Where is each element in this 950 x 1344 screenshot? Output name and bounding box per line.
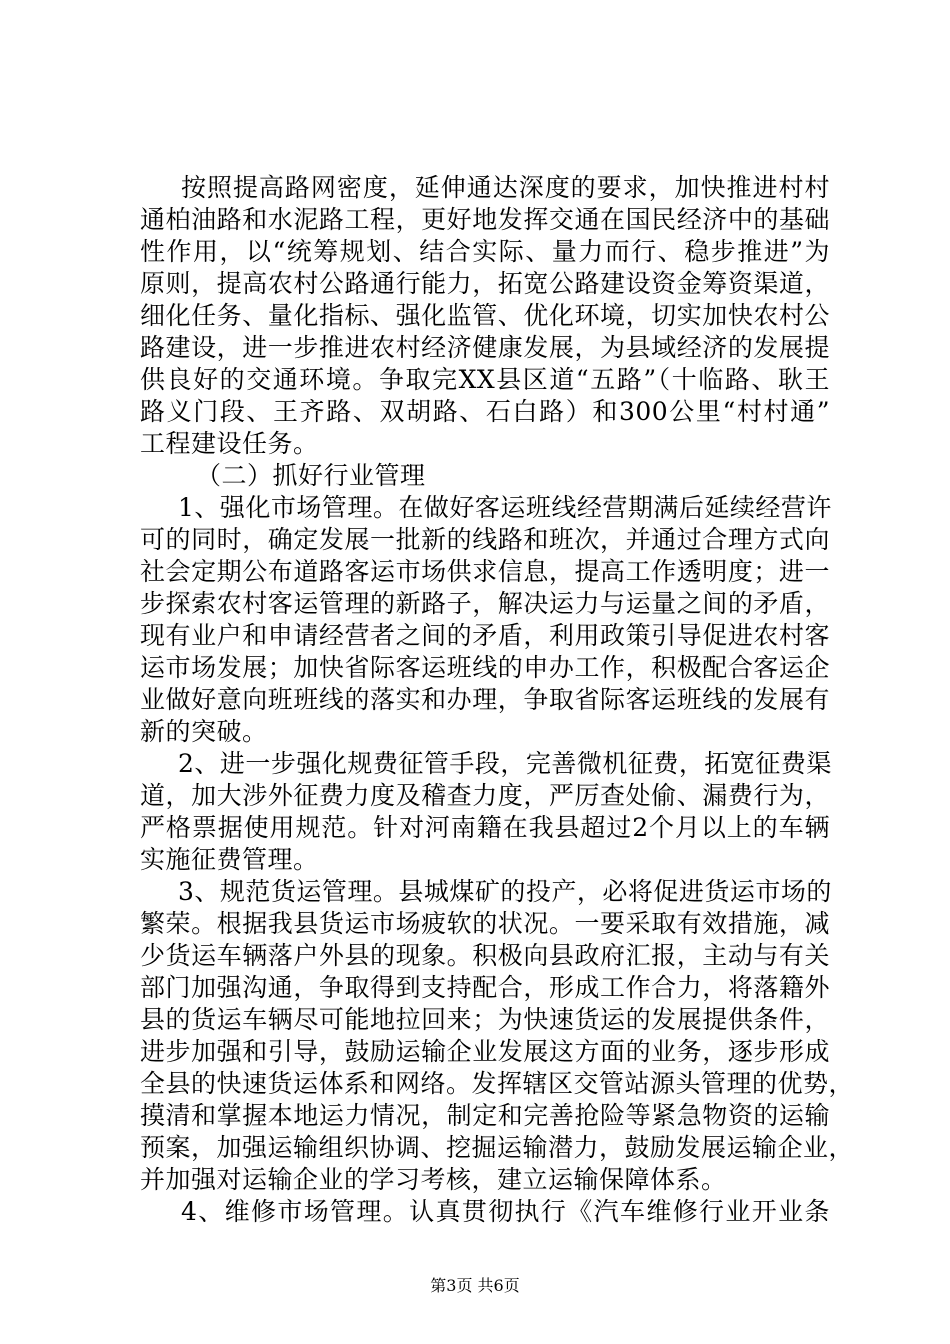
paragraph-line: 现有业户和申请经营者之间的矛盾，利用政策引导促进农村客 — [140, 621, 830, 650]
paragraph-line: 运市场发展；加快省际客运班线的申办工作，积极配合客运企 — [140, 653, 830, 682]
body-text — [140, 172, 855, 1228]
paragraph-line: 原则，提高农村公路通行能力，拓宽公路建设资金筹资渠道， — [140, 269, 830, 298]
paragraph-line: 细化任务、量化指标、强化监管、优化环境，切实加快农村公 — [140, 301, 830, 330]
paragraph-line: 实施征费管理。 — [140, 845, 319, 874]
paragraph-line: 工程建设任务。 — [140, 429, 319, 458]
paragraph-line: 社会定期公布道路客运市场供求信息，提高工作透明度；进一 — [140, 557, 830, 586]
paragraph-line: 摸清和掌握本地运力情况，制定和完善抢险等紧急物资的运输 — [140, 1101, 830, 1130]
paragraph-line: 通柏油路和水泥路工程，更好地发挥交通在国民经济中的基础 — [140, 205, 830, 234]
paragraph-line: 路建设，进一步推进农村经济健康发展，为县域经济的发展提 — [140, 333, 830, 362]
paragraph-line: 性作用，以“统筹规划、结合实际、量力而行、稳步推进”为 — [140, 237, 830, 266]
paragraph-line: 1、强化市场管理。在做好客运班线经营期满后延续经营许 — [178, 493, 832, 522]
paragraph-line: 繁荣。根据我县货运市场疲软的状况。一要采取有效措施，减 — [140, 909, 830, 938]
paragraph-line: 严格票据使用规范。针对河南籍在我县超过2个月以上的车辆 — [140, 813, 830, 842]
page-number: 第3页 共6页 — [430, 1276, 520, 1295]
paragraph-line: 县的货运车辆尽可能地拉回来；为快速货运的发展提供条件， — [140, 1005, 830, 1034]
paragraph-line: 部门加强沟通，争取得到支持配合，形成工作合力，将落籍外 — [140, 973, 830, 1002]
page-footer — [0, 1276, 950, 1296]
paragraph-line: 进步加强和引导，鼓励运输企业发展这方面的业务，逐步形成 — [140, 1037, 830, 1066]
section-heading: （二）抓好行业管理 — [196, 461, 426, 490]
paragraph-line: 2、进一步强化规费征管手段，完善微机征费，拓宽征费渠 — [178, 749, 832, 778]
paragraph-line: 供良好的交通环境。争取完XX县区道“五路”（十临路、耿王 — [140, 365, 830, 394]
paragraph-line: 4、维修市场管理。认真贯彻执行《汽车维修行业开业条 — [181, 1197, 830, 1226]
paragraph-line: 并加强对运输企业的学习考核，建立运输保障体系。 — [140, 1165, 727, 1194]
paragraph-line: 预案，加强运输组织协调、挖掘运输潜力，鼓励发展运输企业， — [140, 1133, 855, 1162]
paragraph-line: 业做好意向班班线的落实和办理，争取省际客运班线的发展有 — [140, 685, 830, 714]
paragraph-line: 少货运车辆落户外县的现象。积极向县政府汇报，主动与有关 — [140, 941, 830, 970]
paragraph-line: 步探索农村客运管理的新路子，解决运力与运量之间的矛盾， — [140, 589, 830, 618]
paragraph-line: 路义门段、王齐路、双胡路、石白路）和300公里“村村通” — [140, 397, 830, 426]
paragraph-line: 全县的快速货运体系和网络。发挥辖区交管站源头管理的优势， — [140, 1069, 855, 1098]
paragraph-line: 3、规范货运管理。县城煤矿的投产，必将促进货运市场的 — [178, 877, 832, 906]
paragraph-line: 新的突破。 — [140, 717, 268, 746]
paragraph-line: 按照提高路网密度，延伸通达深度的要求，加快推进村村 — [181, 173, 830, 202]
paragraph-line: 道，加大涉外征费力度及稽查力度，严厉查处偷、漏费行为， — [140, 781, 830, 810]
paragraph-line: 可的同时，确定发展一批新的线路和班次，并通过合理方式向 — [140, 525, 830, 554]
